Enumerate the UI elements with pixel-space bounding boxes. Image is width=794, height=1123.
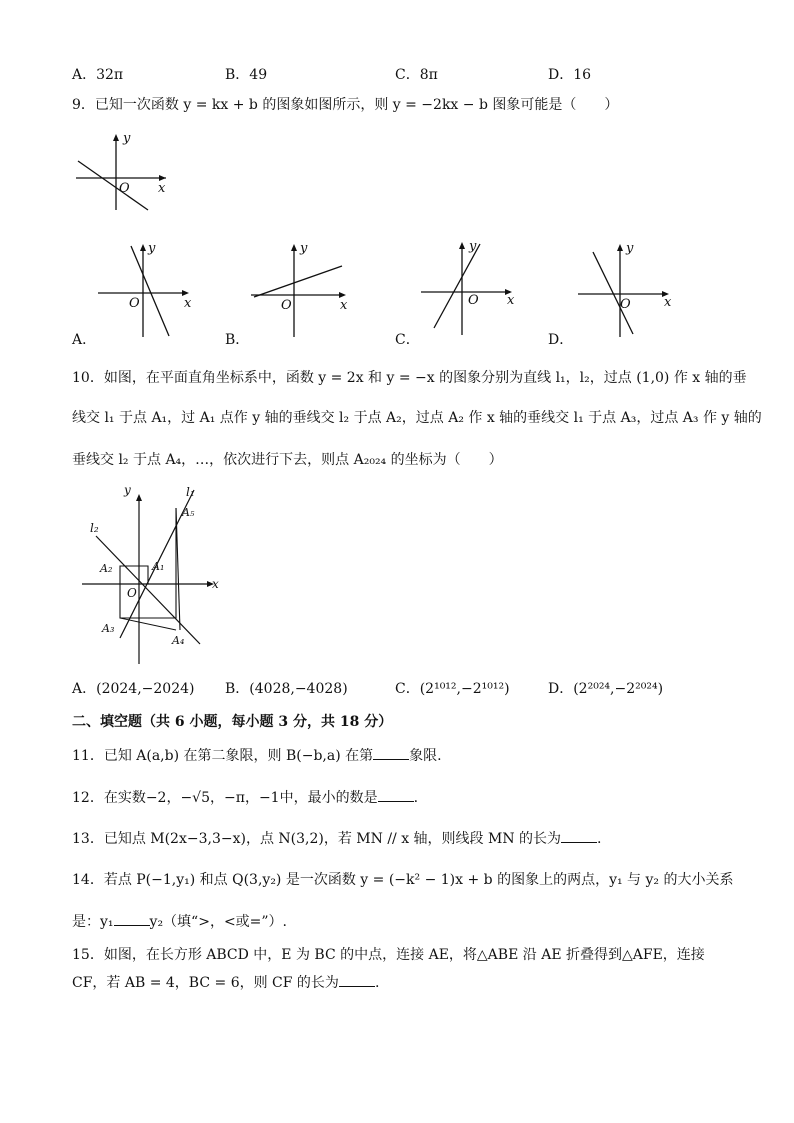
q12-text-after: .: [413, 790, 419, 806]
option-line: [131, 246, 169, 336]
origin-label: O: [620, 297, 631, 312]
y-label: y: [148, 241, 156, 256]
label-y: y: [124, 483, 131, 497]
q11-text-before: 11．已知 A(a,b) 在第二象限，则 B(−b,a) 在第: [72, 748, 374, 764]
label-a4: A₄: [172, 634, 185, 647]
q9-graph-b: [248, 240, 358, 340]
label-a2: A₂: [100, 562, 113, 575]
label-l1: l₁: [186, 485, 195, 499]
q9-given-graph: [70, 128, 180, 213]
q15-blank[interactable]: [339, 972, 375, 987]
q10-option-d: D．(2²⁰²⁴,−2²⁰²⁴): [548, 681, 664, 697]
y-axis-arrow: [140, 244, 146, 251]
option-line: [254, 266, 342, 297]
y-label: y: [300, 241, 308, 256]
y-axis-arrow: [291, 244, 297, 251]
q12-blank[interactable]: [378, 787, 414, 802]
q12: [72, 787, 418, 808]
q14-blank[interactable]: [114, 911, 150, 926]
origin-label: O: [281, 298, 292, 313]
q9-text: 9．已知一次函数 y = kx + b 的图象如图所示，则 y = −2kx − b 图象可能是（ ）: [72, 97, 619, 113]
x-label: x: [340, 298, 348, 313]
y-axis-arrow: [113, 134, 119, 141]
q14-text-after: y₂（填“>，<或=”）.: [149, 914, 288, 930]
q15-text-after: .: [374, 975, 380, 991]
q13-text-after: .: [597, 831, 602, 847]
q10-line1: 10．如图，在平面直角坐标系中，函数 y = 2x 和 y = −x 的图象分别为直线 l₁，l₂，过点 (1,0) 作 x 轴的垂: [72, 370, 747, 386]
q10-option-a: A．(2024,−2024): [72, 681, 195, 697]
q8-option-b: B．49: [225, 67, 268, 83]
q11: [72, 745, 442, 766]
y-label: y: [626, 241, 634, 256]
label-l2: l₂: [90, 521, 99, 535]
q15-line1: 15．如图，在长方形 ABCD 中，E 为 BC 的中点，连接 AE，将△ABE 沿 AE 折叠得到△AFE，连接: [72, 947, 705, 963]
q11-blank[interactable]: [373, 745, 409, 760]
q15-line2: [72, 972, 379, 993]
q8-option-a: A．32π: [72, 67, 124, 83]
q9-graph-a: [95, 240, 200, 340]
origin-label: O: [119, 181, 130, 196]
label-a5: A₅: [182, 506, 195, 519]
q9-option-c: C．: [395, 332, 420, 348]
option-line: [434, 244, 480, 328]
q14-line2: [72, 911, 287, 932]
label-a3: A₃: [102, 622, 115, 635]
q10-option-b: B．(4028,−4028): [225, 681, 348, 697]
construction-path-inner: [120, 508, 176, 618]
q13-text-before: 13．已知点 M(2x−3,3−x)，点 N(3,2)，若 MN // x 轴，则线段 MN 的长为: [72, 831, 562, 847]
construction-line-a5: [176, 508, 180, 630]
x-label: x: [507, 293, 515, 308]
q13-blank[interactable]: [561, 828, 597, 843]
q15-text-before: CF，若 AB = 4，BC = 6，则 CF 的长为: [72, 975, 339, 991]
section-2-heading: 二、填空题（共 6 小题，每小题 3 分，共 18 分）: [72, 714, 393, 730]
label-o: O: [127, 586, 137, 600]
q8-option-c: C．8π: [395, 67, 438, 83]
origin-label: O: [129, 296, 140, 311]
q8-option-d: D．16: [548, 67, 592, 83]
label-a1: A₁: [152, 560, 165, 573]
q12-text-before: 12．在实数−2，−√5，−π，−1中，最小的数是: [72, 790, 378, 806]
q14-text-before: 是：y₁: [72, 914, 114, 930]
q9-graph-d: [575, 240, 685, 340]
q10-option-c: C．(2¹⁰¹²,−2¹⁰¹²): [395, 681, 510, 697]
q9-option-b: B．: [225, 332, 250, 348]
x-label: x: [184, 296, 192, 311]
q10-line3: 垂线交 l₂ 于点 A₄，…，依次进行下去，则点 A₂₀₂₄ 的坐标为（ ）: [72, 452, 503, 468]
y-label: y: [123, 131, 131, 146]
x-label: x: [664, 295, 672, 310]
construction-line-a3-a4: [120, 618, 176, 630]
given-line: [78, 161, 148, 210]
q10-line2: 线交 l₁ 于点 A₁，过 A₁ 点作 y 轴的垂线交 l₂ 于点 A₂，过点 A₂ 作 x 轴的垂线交 l₁ 于点 A₃，过点 A₃ 作 y 轴的: [72, 410, 762, 426]
y-axis-arrow: [136, 494, 142, 501]
option-line: [593, 252, 633, 334]
q14-line1: 14．若点 P(−1,y₁) 和点 Q(3,y₂) 是一次函数 y = (−k² − 1)x + b 的图象上的两点，y₁ 与 y₂ 的大小关系: [72, 872, 734, 888]
label-x: x: [212, 577, 219, 591]
y-label: y: [469, 239, 477, 254]
y-axis-arrow: [459, 242, 465, 249]
origin-label: O: [468, 293, 479, 308]
q13: [72, 828, 602, 849]
q9-graph-c: [418, 238, 528, 338]
y-axis-arrow: [617, 244, 623, 251]
q10-figure: [80, 478, 230, 668]
x-label: x: [158, 181, 166, 196]
q9-option-d: D．: [548, 332, 574, 348]
q11-text-after: 象限.: [409, 748, 442, 764]
q9-option-a: A．: [72, 332, 97, 348]
